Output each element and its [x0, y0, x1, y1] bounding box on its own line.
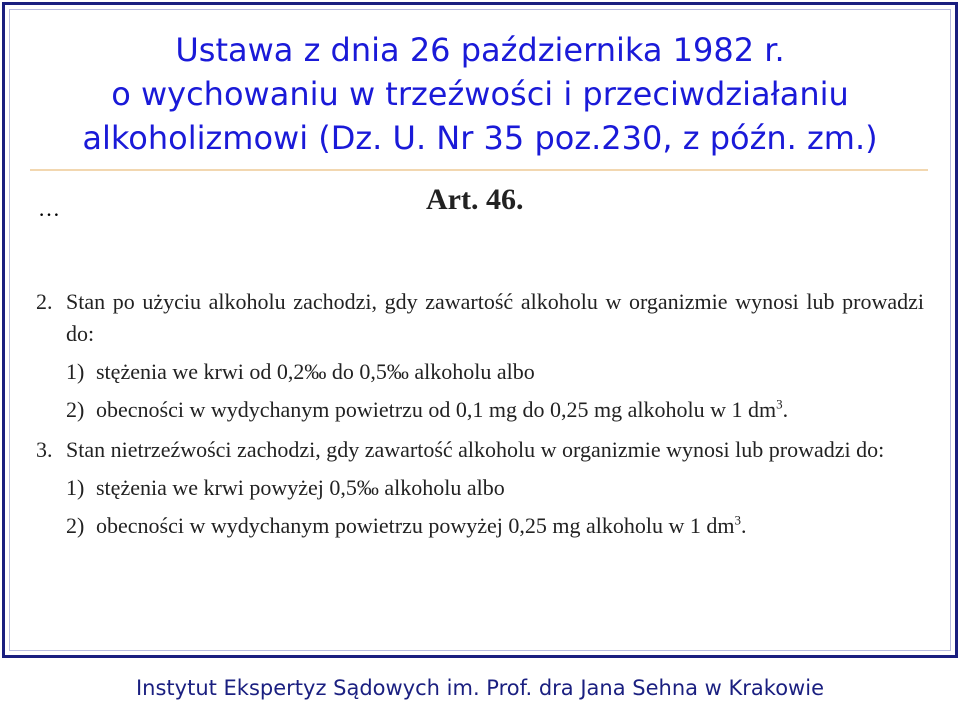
item-text: stężenia we krwi powyżej 0,5‰ alkoholu albo	[96, 475, 505, 500]
paragraph-number: 2.	[36, 289, 53, 314]
item-tail: .	[782, 397, 789, 422]
paragraph-number: 3.	[36, 437, 53, 462]
list-item	[66, 356, 924, 388]
item-text-wrap	[96, 510, 924, 542]
item-text: obecności w wydychanym powietrzu od 0,1 mg do 0,25 mg alkoholu w 1 dm	[96, 397, 777, 422]
item-text-wrap	[96, 394, 924, 426]
item-number: 2)	[66, 513, 85, 538]
superscript: 3	[734, 512, 741, 528]
title-divider	[30, 169, 928, 171]
item-number: 1)	[66, 475, 85, 500]
item-text: obecności w wydychanym powietrzu powyżej 0,25 mg alkoholu w 1 dm	[96, 513, 735, 538]
list-item	[66, 472, 924, 504]
paragraph-3	[36, 434, 924, 466]
paragraph-text: Stan nietrzeźwości zachodzi, gdy zawartość alkoholu w organizmie wynosi lub prowadzi do:	[66, 437, 885, 462]
paragraph-text: Stan po użyciu alkoholu zachodzi, gdy zawartość alkoholu w organizmie wynosi lub prowadzi do:	[66, 289, 924, 346]
slide-title	[0, 28, 960, 160]
law-text	[36, 286, 924, 542]
item-text: stężenia we krwi od 0,2‰ do 0,5‰ alkoholu albo	[96, 359, 535, 384]
paragraph-2	[36, 286, 924, 350]
article-heading: Art. 46.	[426, 183, 524, 216]
item-number: 1)	[66, 359, 85, 384]
item-number: 2)	[66, 397, 85, 422]
title-line-3: alkoholizmowi (Dz. U. Nr 35 poz.230, z późn. zm.)	[82, 119, 878, 157]
list-item	[66, 394, 924, 426]
item-tail: .	[740, 513, 747, 538]
title-line-2: o wychowaniu w trzeźwości i przeciwdziałaniu	[111, 75, 849, 113]
title-line-1: Ustawa z dnia 26 października 1982 r.	[175, 31, 785, 69]
footer-institution: Instytut Ekspertyz Sądowych im. Prof. dra Jana Sehna w Krakowie	[135, 676, 824, 700]
ellipsis: …	[38, 196, 60, 221]
superscript: 3	[776, 396, 783, 412]
list-item	[66, 510, 924, 542]
